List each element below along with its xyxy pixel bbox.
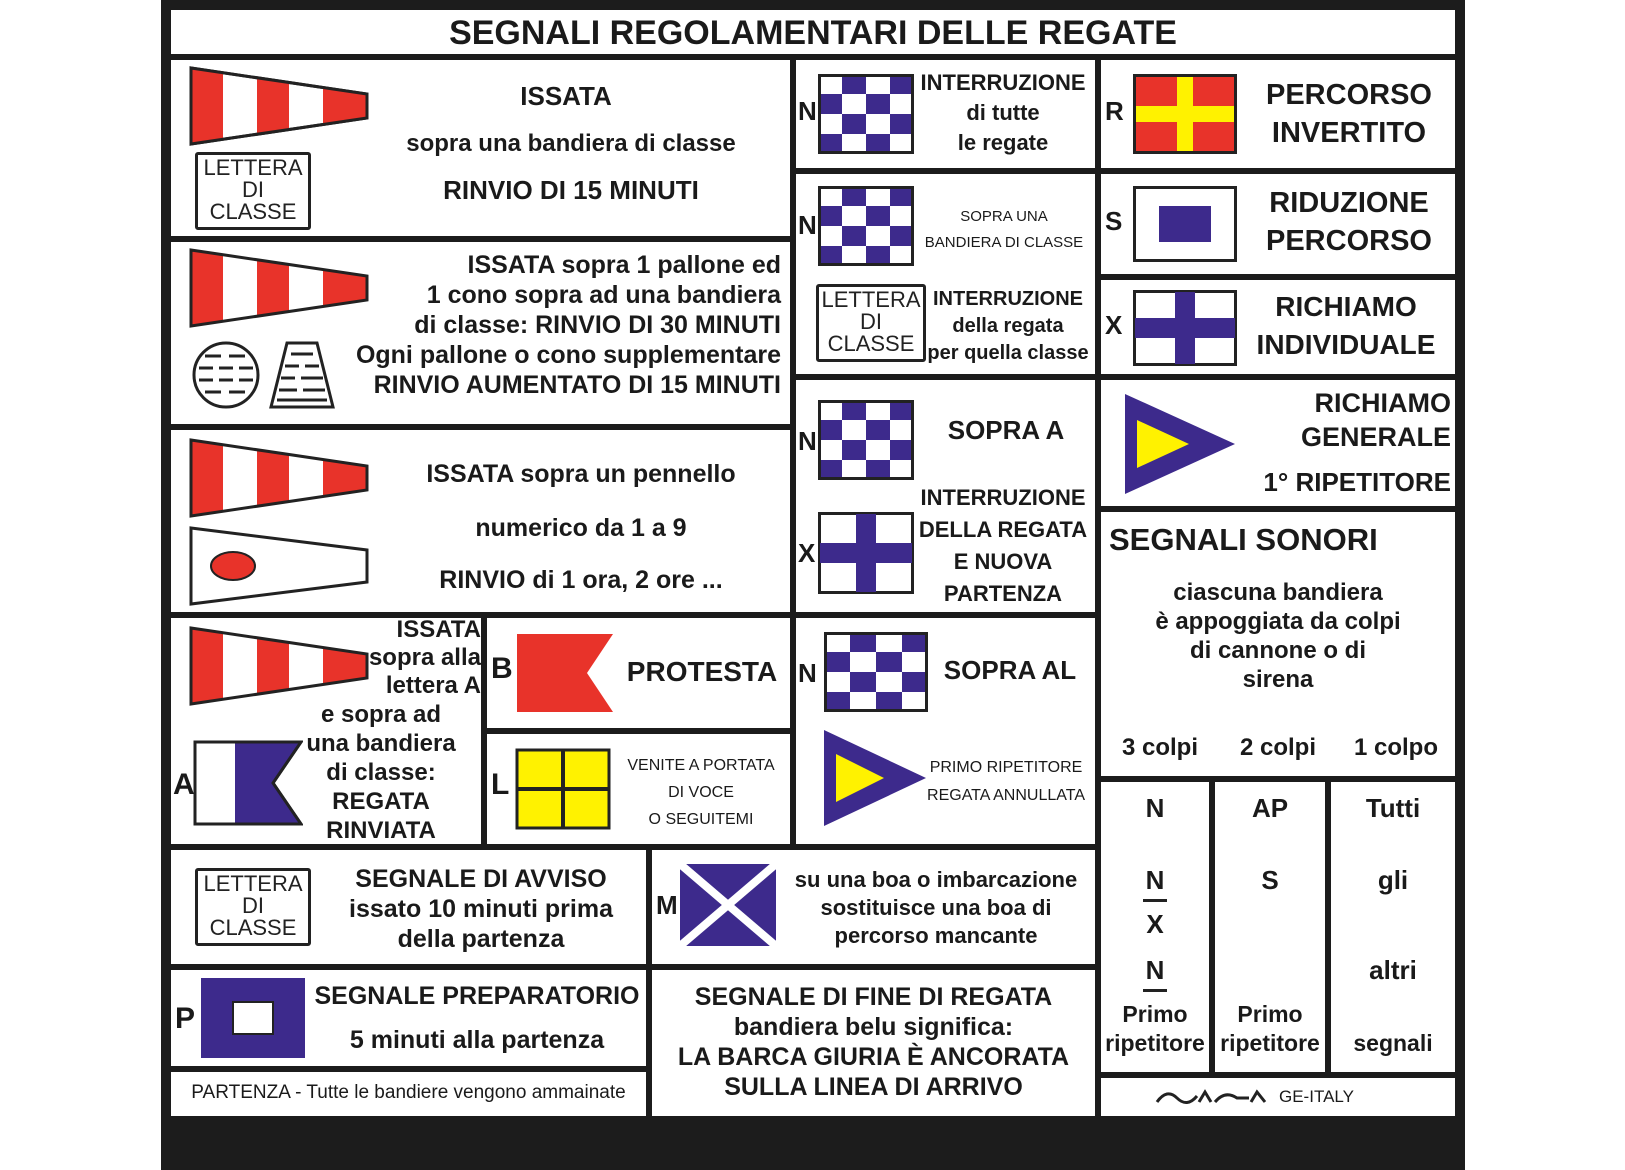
- issata-ore-title: ISSATA sopra un pennello: [426, 460, 736, 488]
- ripetitore-label: 1° RIPETITORE: [1263, 467, 1451, 497]
- richiamo-generale-text: RICHIAMO GENERALE: [1300, 388, 1451, 452]
- signal-board: [161, 0, 1465, 1170]
- sonori-c1-n-over: N: [1145, 865, 1165, 895]
- flag-n-icon: [818, 186, 914, 266]
- class-letter-box: LETTERA DI CLASSE: [816, 284, 926, 362]
- panel-avviso: [171, 850, 646, 964]
- flag-letter-a: A: [173, 768, 195, 801]
- cone-shape-icon: [267, 340, 337, 410]
- panel-riduzione-percorso: [1101, 174, 1455, 274]
- percorso-invertito-text: PERCORSO INVERTITO: [1266, 79, 1432, 149]
- panel-fine-regata: [652, 970, 1095, 1116]
- sonori-c1-n-under: N: [1145, 955, 1165, 985]
- windsock-flag-icon: [189, 438, 369, 518]
- flag-letter-n: N: [798, 426, 817, 456]
- regata-annullata-text: PRIMO RIPETITORE REGATA ANNULLATA: [927, 759, 1085, 804]
- panel-venite: [487, 734, 790, 844]
- sonori-c2-s: S: [1261, 865, 1279, 895]
- panel-richiamo-generale: [1101, 380, 1455, 506]
- flag-letter-n: N: [798, 658, 817, 688]
- preparatorio-title: SEGNALE PREPARATORIO: [314, 982, 640, 1010]
- sonori-column-3: [1101, 782, 1209, 1072]
- sonori-c1-x: X: [1146, 909, 1164, 939]
- sonori-col-2: 2 colpi: [1239, 734, 1317, 761]
- page-title: SEGNALI REGOLAMENTARI DELLE REGATE: [449, 14, 1177, 52]
- flag-l-icon: [515, 748, 611, 830]
- panel-interruzione-classe: [796, 174, 1095, 374]
- sonori-col-1: 1 colpo: [1353, 734, 1438, 761]
- flag-letter-n: N: [798, 96, 817, 126]
- sonori-title: SEGNALI SONORI: [1109, 522, 1378, 557]
- brand-bar: [1101, 1078, 1455, 1116]
- sonori-c2-ap: AP: [1251, 793, 1289, 823]
- flag-x-icon: [1133, 290, 1237, 366]
- flag-n-icon: [818, 400, 914, 480]
- sopra-al-label: SOPRA AL: [943, 655, 1077, 685]
- fine-regata-text: SEGNALE DI FINE DI REGATA bandiera belu significa: LA BARCA GIURIA È ANCORATA SULLA LINEA DI ARRIVO: [677, 983, 1070, 1101]
- issata-15-subtitle: sopra una bandiera di classe: [406, 130, 736, 157]
- sonori-c3-gli: gli: [1377, 865, 1409, 895]
- flag-n-icon: [824, 632, 928, 712]
- sonori-column-2: [1215, 782, 1325, 1072]
- panel-rinvio-30: [171, 242, 790, 424]
- class-letter-box: LETTERA DI CLASSE: [195, 152, 311, 230]
- panel-regata-rinviata: [171, 618, 481, 844]
- richiamo-individuale-text: RICHIAMO INDIVIDUALE: [1256, 291, 1436, 360]
- sonori-column-1: [1331, 782, 1455, 1072]
- panel-partenza: [171, 1072, 646, 1116]
- title-bar: [171, 10, 1455, 54]
- issata-30-text: ISSATA sopra 1 pallone ed 1 cono sopra ad una bandiera di classe: RINVIO DI 30 MINUTI Ogni pallone o cono supplementare RINVIO AUMENTATO DI 15 MINUTI: [355, 251, 781, 399]
- sonori-c1-n: N: [1145, 793, 1165, 823]
- ball-shape-icon: [191, 340, 261, 410]
- panel-boa-mancante: [652, 850, 1095, 964]
- riduzione-text: RIDUZIONE PERCORSO: [1266, 187, 1432, 257]
- nuova-partenza-text: INTERRUZIONE DELLA REGATA E NUOVA PARTENZA: [918, 485, 1088, 606]
- flag-x-icon: [818, 512, 914, 594]
- panel-preparatorio: [171, 970, 646, 1066]
- panel-regata-annullata: [796, 618, 1095, 844]
- issata-ore-range: numerico da 1 a 9: [475, 514, 687, 542]
- issata-15-result: RINVIO DI 15 MINUTI: [443, 175, 699, 205]
- flag-n-icon: [818, 74, 914, 154]
- panel-protesta: [487, 618, 790, 728]
- brand-label: GE-ITALY: [1279, 1087, 1354, 1106]
- preparatorio-time: 5 minuti alla partenza: [349, 1026, 605, 1054]
- first-substitute-pennant-icon: [820, 726, 930, 830]
- panel-richiamo-individuale: [1101, 280, 1455, 374]
- panel-segnali-sonori: [1101, 512, 1455, 776]
- panel-percorso-invertito: [1101, 60, 1455, 168]
- flag-letter-p: P: [175, 1002, 196, 1035]
- panel-nuova-partenza: [796, 380, 1095, 612]
- flag-p-icon: [201, 978, 305, 1058]
- flag-letter-r: R: [1105, 96, 1124, 126]
- flag-letter-n: N: [798, 210, 817, 240]
- flag-s-icon: [1133, 186, 1237, 262]
- issata-a-text: ISSATA sopra alla lettera A: [368, 618, 481, 699]
- flag-letter-l: L: [491, 768, 510, 801]
- flag-letter-b: B: [491, 652, 513, 685]
- sonori-c1-primo: Primo ripetitore: [1105, 1001, 1205, 1056]
- avviso-text: SEGNALE DI AVVISO issato 10 minuti prima della partenza: [349, 865, 613, 953]
- fraction-line: [1143, 989, 1167, 992]
- panel-rinvio-ore: [171, 430, 790, 612]
- flag-letter-x: X: [798, 538, 816, 568]
- panel-rinvio-15: [171, 60, 790, 236]
- issata-a-text-2: e sopra ad una bandiera di classe: REGATA RINVIATA: [306, 701, 456, 844]
- flag-letter-s: S: [1105, 206, 1123, 236]
- flag-letter-x: X: [1105, 310, 1123, 340]
- protesta-label: PROTESTA: [626, 656, 778, 687]
- sonori-col-3: 3 colpi: [1121, 734, 1199, 761]
- brand-logo-icon: [1153, 1086, 1273, 1108]
- sonori-c3-segnali: segnali: [1353, 1030, 1433, 1056]
- flag-letter-m: M: [656, 890, 678, 920]
- numeral-pennant-icon: [189, 526, 369, 606]
- sopra-classe-text: SOPRA UNA BANDIERA DI CLASSE: [924, 208, 1084, 251]
- issata-ore-result: RINVIO di 1 ora, 2 ore ...: [439, 566, 723, 594]
- flag-r-icon: [1133, 74, 1237, 154]
- sonori-c3-tutti: Tutti: [1365, 793, 1421, 823]
- interruzione-classe-text: INTERRUZIONE della regata per quella classe: [927, 288, 1089, 364]
- sonori-desc: ciascuna bandiera è appoggiata da colpi di cannone o di sirena: [1155, 579, 1401, 693]
- sonori-c2-primo: Primo ripetitore: [1220, 1001, 1320, 1056]
- flag-a-icon: [193, 740, 303, 826]
- panel-interruzione-tutte: [796, 60, 1095, 168]
- flag-m-icon: [680, 864, 776, 946]
- venite-text: VENITE A PORTATA DI VOCE O SEGUITEMI: [627, 757, 775, 828]
- sonori-c3-altri: altri: [1369, 955, 1417, 985]
- flag-b-icon: [515, 632, 615, 714]
- sopra-a-label: SOPRA A: [947, 415, 1065, 445]
- partenza-text: PARTENZA - Tutte le bandiere vengono ammainate: [191, 1082, 626, 1103]
- boa-text: su una boa o imbarcazione sostituisce una boa di percorso mancante: [794, 867, 1078, 948]
- interruzione-tutte-text: INTERRUZIONE di tutte le regate: [920, 70, 1086, 155]
- windsock-flag-icon: [189, 66, 369, 146]
- class-letter-box: LETTERA DI CLASSE: [195, 868, 311, 946]
- issata-label: ISSATA: [520, 81, 612, 111]
- fraction-line: [1143, 899, 1167, 902]
